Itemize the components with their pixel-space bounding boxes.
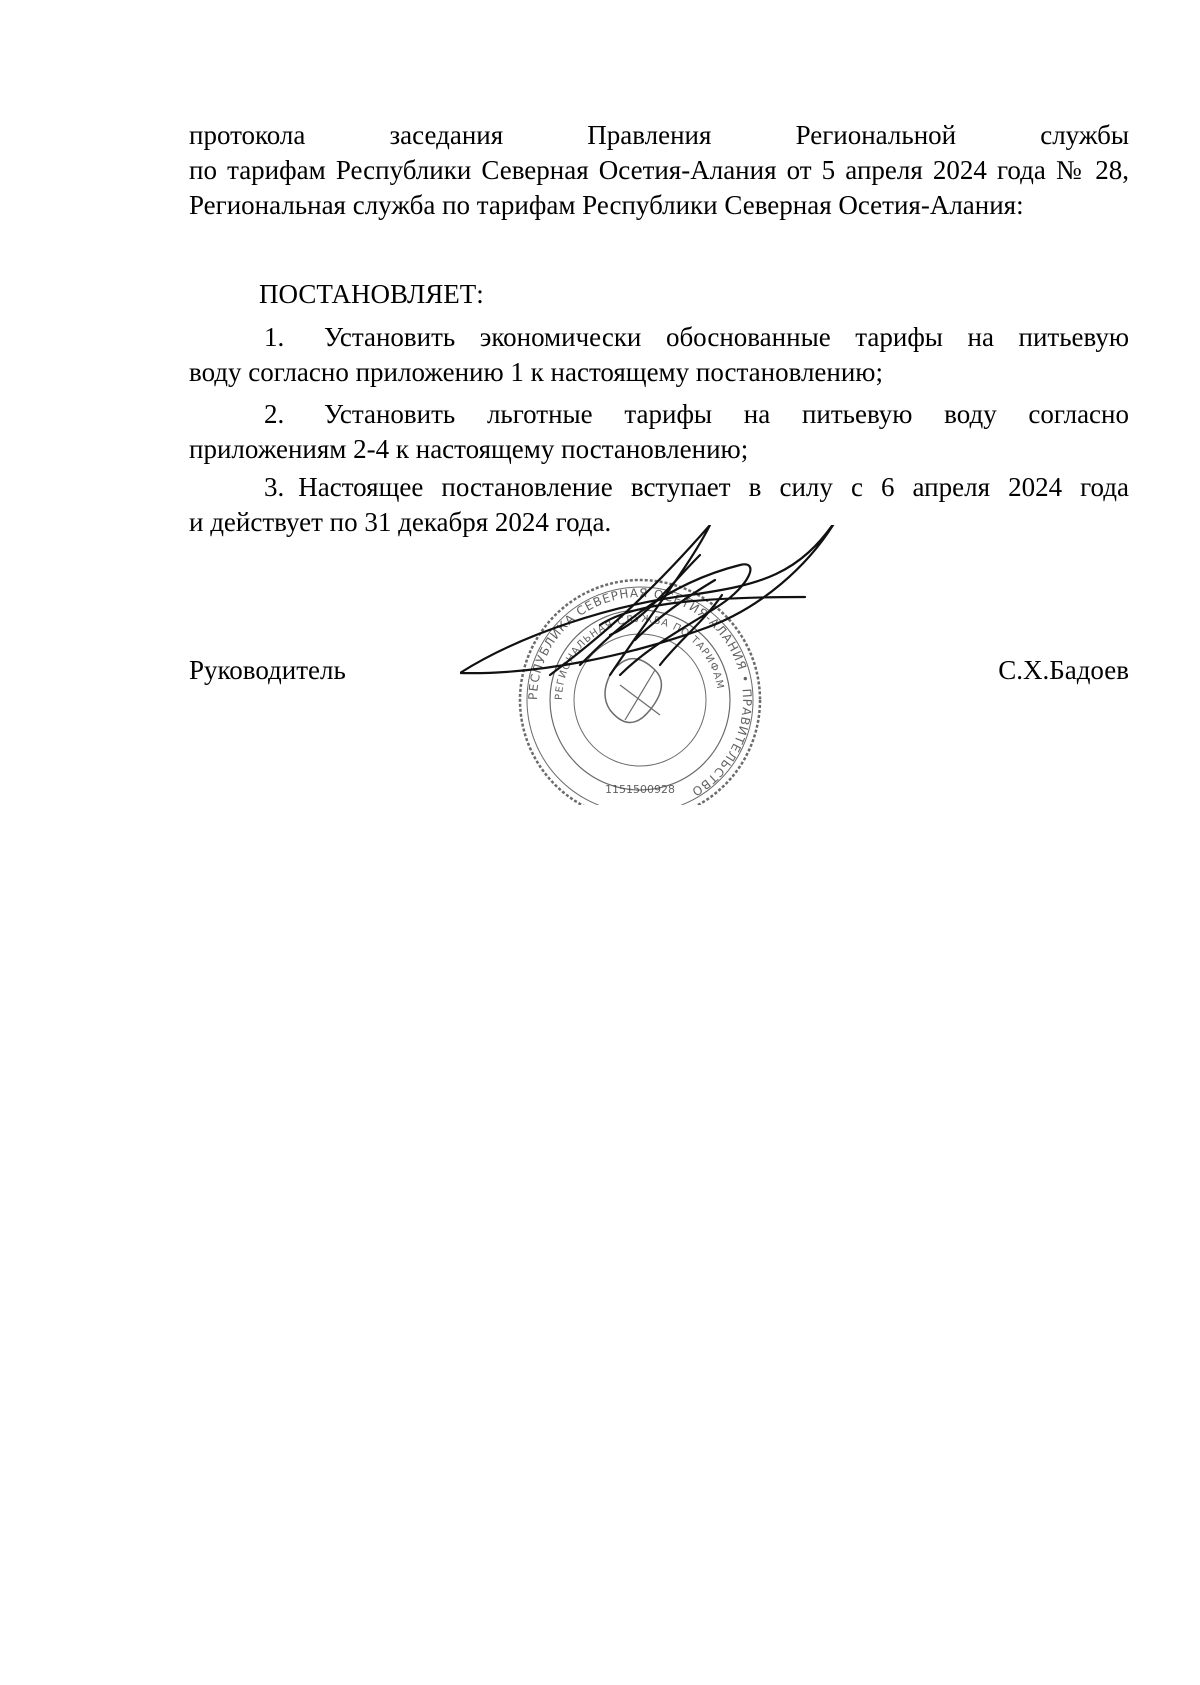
list-item-text: Установить экономически обоснованные тарифы на питьевую [324, 322, 1129, 352]
list-item-number: 2. [264, 399, 285, 429]
list-item-number: 1. [264, 322, 285, 352]
resolves-heading: ПОСТАНОВЛЯЕТ: [259, 279, 484, 309]
list-item [189, 320, 1129, 390]
list-item-number: 3. [264, 472, 285, 502]
intro-first-line: протокола заседания Правления Региональной службы [189, 120, 1129, 150]
list-item-continuation: воду согласно приложению 1 к настоящему постановлению; [189, 357, 883, 387]
list-item [189, 397, 1129, 467]
seal-number: 1151500928 [605, 783, 675, 796]
list-item-text: Настоящее постановление вступает в силу с 6 апреля 2024 года [298, 472, 1129, 502]
intro-paragraph [189, 118, 1129, 223]
intro-rest: по тарифам Республики Северная Осетия-Алания от 5 апреля 2024 года № 28, Региональная служба по тарифам Республики Северная Осетия-Алания: [189, 155, 1129, 220]
stamp-and-signature [460, 525, 920, 805]
list-item-first-line [189, 320, 1129, 355]
signatory-name: С.Х.Бадоев [998, 655, 1129, 685]
list-item-continuation: приложениям 2-4 к настоящему постановлению; [189, 434, 749, 464]
signatory-title: Руководитель [189, 655, 346, 685]
seal-outer-text: РЕСПУБЛИКА СЕВЕРНАЯ ОСЕТИЯ-АЛАНИЯ • ПРАВИТЕЛЬСТВО [525, 585, 755, 800]
list-item-text: Установить льготные тарифы на питьевую воду согласно [324, 399, 1129, 429]
seal-inner-text: РЕГИОНАЛЬНАЯ СЛУЖБА ПО ТАРИФАМ [553, 613, 726, 701]
list-item-continuation: и действует по 31 декабря 2024 года. [189, 507, 612, 537]
list-item-first-line [189, 397, 1129, 432]
list-item-first-line [189, 470, 1129, 505]
